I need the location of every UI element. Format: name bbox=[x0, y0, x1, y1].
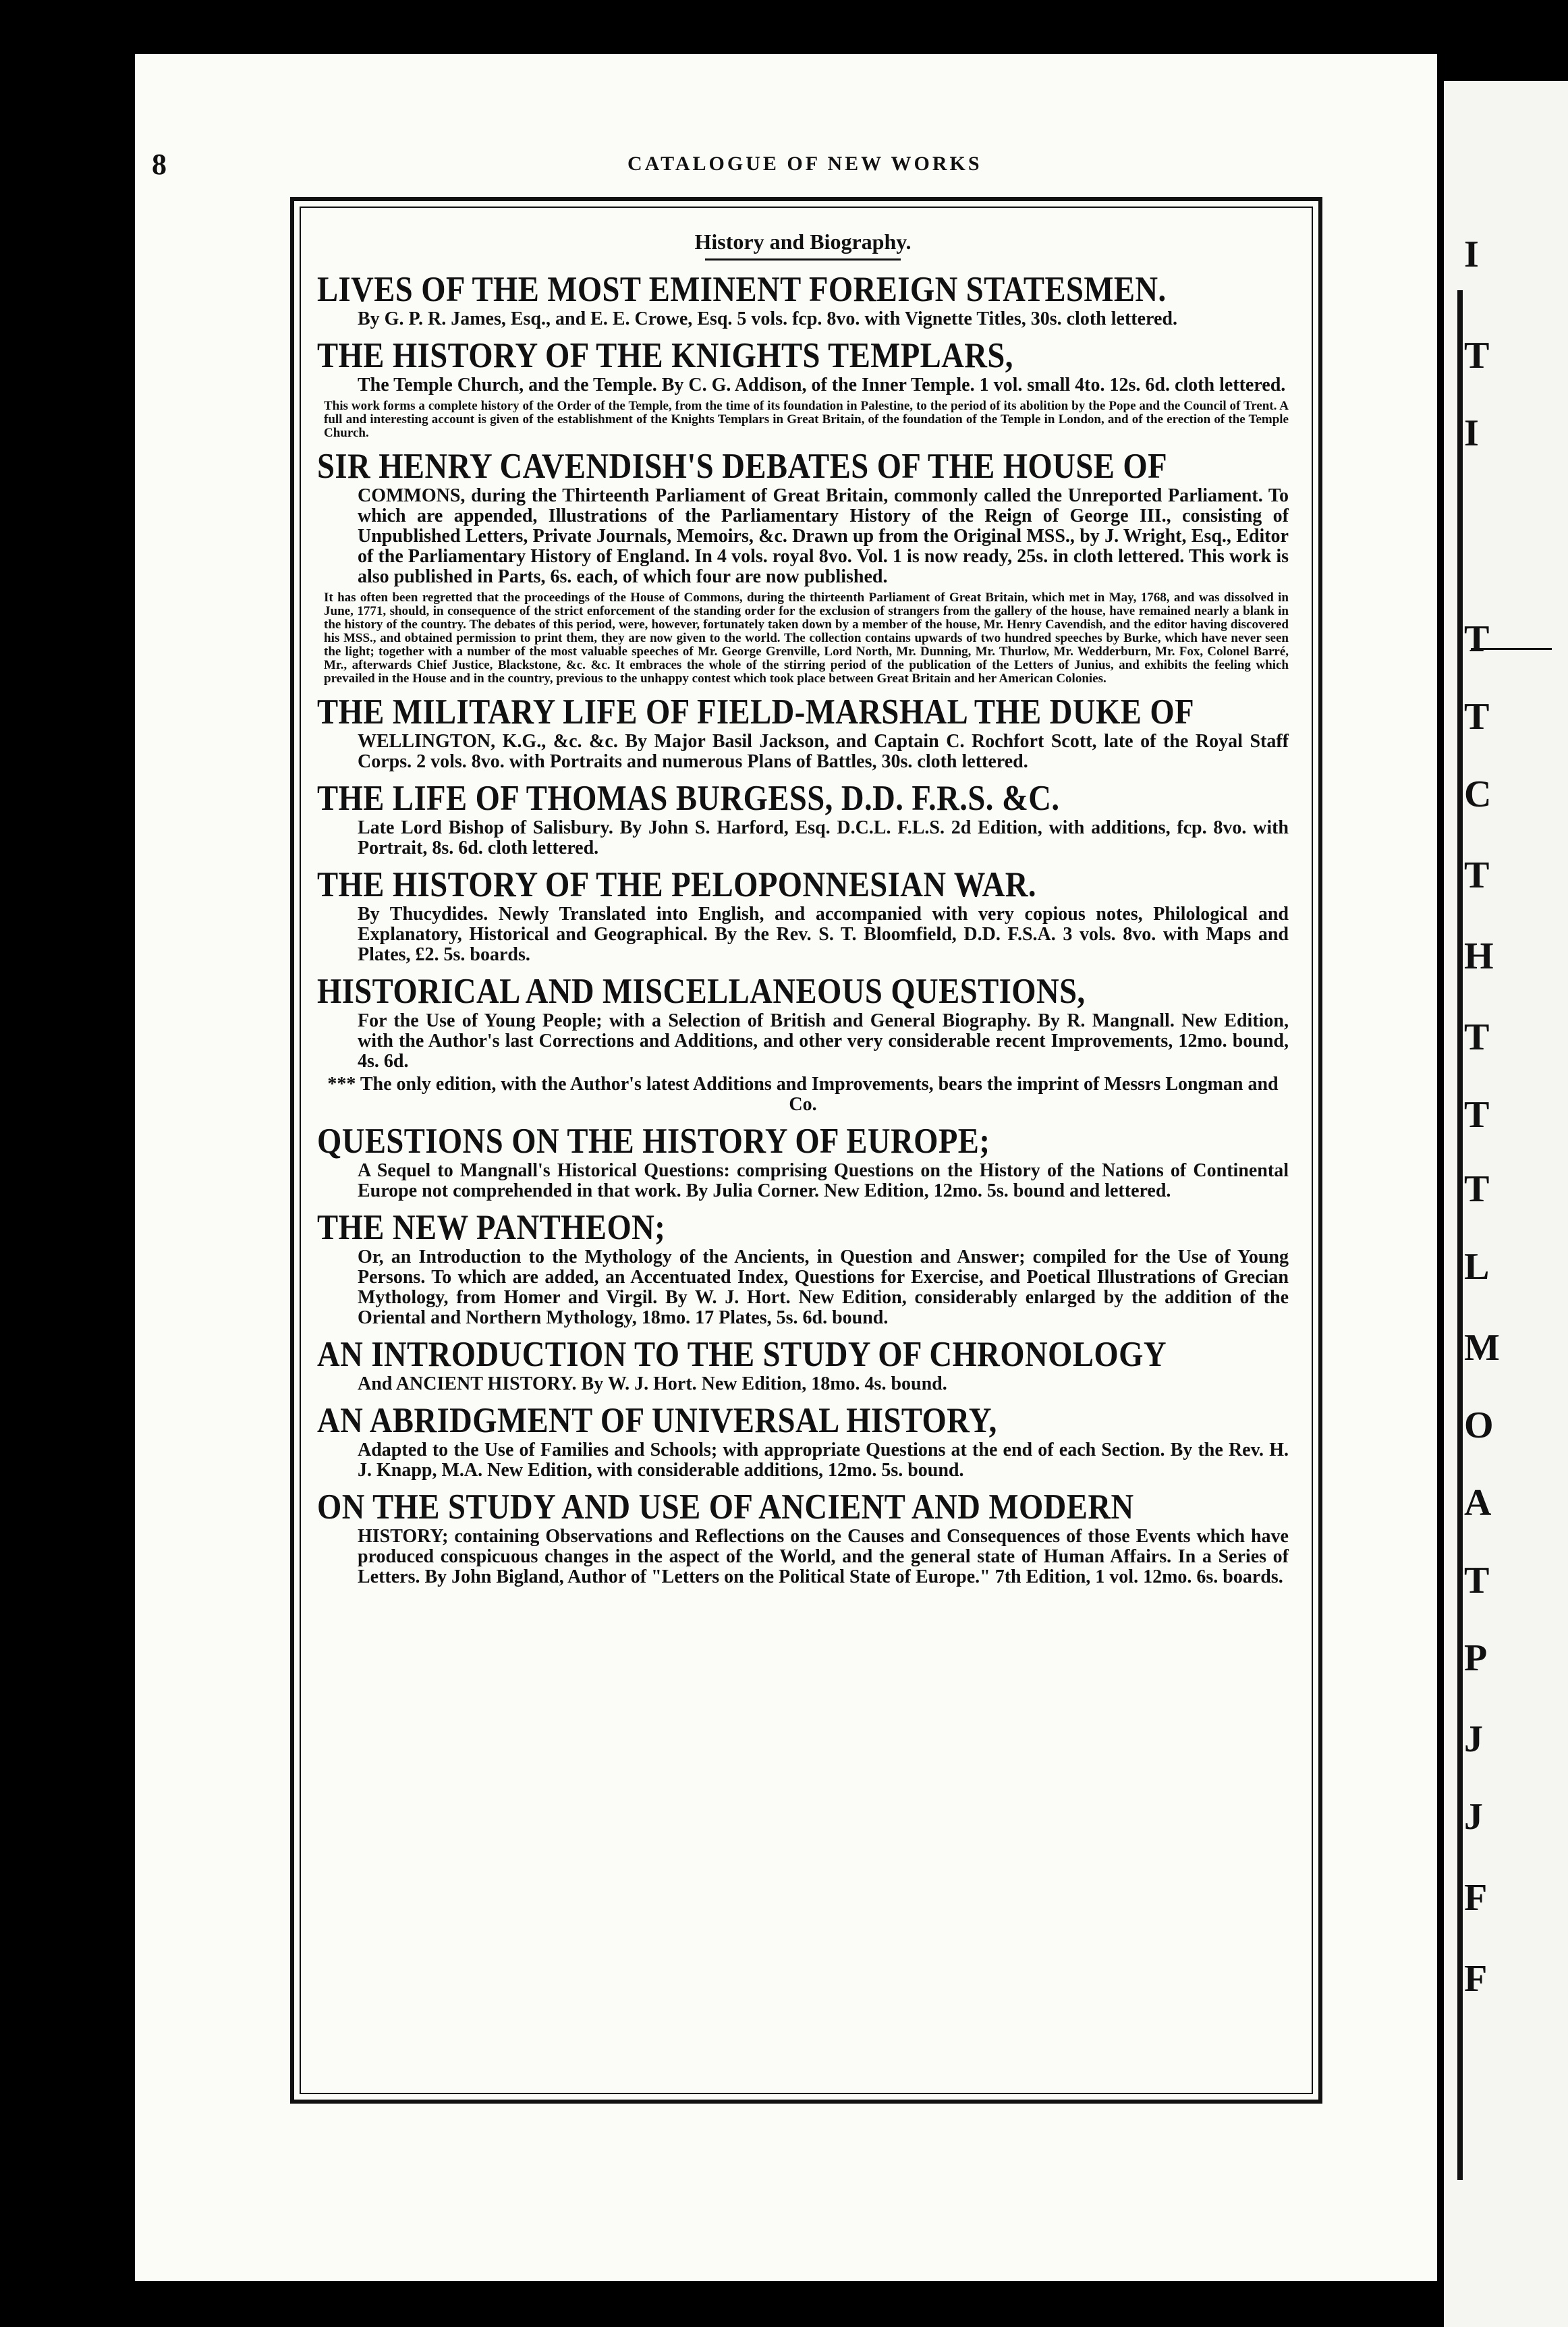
entry-title: HISTORICAL AND MISCELLANEOUS QUESTIONS, bbox=[317, 972, 1086, 1011]
catalogue-entry bbox=[317, 1335, 1289, 1394]
entry-title: THE NEW PANTHEON; bbox=[317, 1208, 666, 1247]
adjacent-page-initial: T bbox=[1464, 1094, 1490, 1136]
entry-note: This work forms a complete history of the Order of the Temple, from the time of its foundation in Palestine, to the period of its abolition by the Pope and the Council of Trent. A full and interesting account is given of the establishment of the Knights Templars in Great Britain, of the foundation of the Temple in London, and of the erection of the Temple Church. bbox=[324, 399, 1289, 440]
catalogue-entry bbox=[317, 972, 1289, 1115]
catalogue-content bbox=[317, 229, 1289, 1594]
adjacent-page-initial: F bbox=[1464, 1877, 1488, 1919]
adjacent-page-initial: T bbox=[1464, 696, 1490, 738]
adjacent-page-initial: T bbox=[1464, 335, 1490, 377]
entry-title: THE HISTORY OF THE PELOPONNESIAN WAR. bbox=[317, 865, 1037, 904]
entry-description: HISTORY; containing Observations and Reflections on the Causes and Consequences of those Events which have produced conspicuous changes in the aspect of the World, and the general state of Human Affairs. In a Series of Letters. By John Bigland, Author of "Letters on the Political State of Europe." 7th Edition, 1 vol. 12mo. 6s. boards. bbox=[358, 1526, 1289, 1587]
adjacent-page-frame-line bbox=[1457, 290, 1463, 2180]
catalogue-entry bbox=[317, 865, 1289, 965]
entry-advisory: *** The only edition, with the Author's latest Additions and Improvements, bears the imprint of Messrs Longman and Co. bbox=[327, 1074, 1279, 1115]
entry-title: THE LIFE OF THOMAS BURGESS, D.D. F.R.S. &C. bbox=[317, 779, 1060, 818]
adjacent-page-edge bbox=[1444, 81, 1568, 2327]
adjacent-page-initial: A bbox=[1464, 1482, 1492, 1524]
entry-description: COMMONS, during the Thirteenth Parliament of Great Britain, commonly called the Unreported Parliament. To which are appended, Illustrations of the Parliamentary History of the Reign of George III., consisting of Unpublished Letters, Private Journals, Memoirs, &c. Drawn up from the Original MSS., by J. Wright, Esq., Editor of the Parliamentary History of England. In 4 vols. royal 8vo. Vol. 1 is now ready, 25s. in cloth lettered. This work is also published in Parts, 6s. each, of which four are now published. bbox=[358, 485, 1289, 587]
adjacent-page-initial: I bbox=[1464, 234, 1479, 275]
adjacent-page-initial: T bbox=[1464, 618, 1490, 660]
adjacent-page-initial: L bbox=[1464, 1246, 1490, 1288]
catalogue-entry bbox=[317, 1401, 1289, 1481]
entry-description: WELLINGTON, K.G., &c. &c. By Major Basil Jackson, and Captain C. Rochfort Scott, late of the Royal Staff Corps. 2 vols. 8vo. with Portraits and numerous Plans of Battles, 30s. cloth lettered. bbox=[358, 731, 1289, 772]
adjacent-page-initial: O bbox=[1464, 1404, 1494, 1446]
entry-description: Late Lord Bishop of Salisbury. By John S. Harford, Esq. D.C.L. F.L.S. 2d Edition, with additions, fcp. 8vo. with Portrait, 8s. 6d. cloth lettered. bbox=[358, 817, 1289, 858]
entry-title: QUESTIONS ON THE HISTORY OF EUROPE; bbox=[317, 1122, 990, 1161]
section-title: History and Biography. bbox=[694, 229, 912, 254]
entry-title: THE MILITARY LIFE OF FIELD-MARSHAL THE DUKE OF bbox=[317, 692, 1195, 732]
catalogue-entry bbox=[317, 447, 1289, 686]
entry-description: And ANCIENT HISTORY. By W. J. Hort. New Edition, 18mo. 4s. bound. bbox=[358, 1373, 947, 1394]
adjacent-page-initial: T bbox=[1464, 854, 1490, 896]
entry-description: A Sequel to Mangnall's Historical Questions: comprising Questions on the History of the Nations of Continental Europe not comprehended in that work. By Julia Corner. New Edition, 12mo. 5s. bound and lettered. bbox=[358, 1160, 1289, 1201]
running-head: CATALOGUE OF NEW WORKS bbox=[627, 153, 982, 175]
entry-description: Or, an Introduction to the Mythology of the Ancients, in Question and Answer; compiled for the Use of Young Persons. To which are added, an Accentuated Index, Questions for Exercise, and Poetical Illustrations of Grecian Mythology, from Homer and Virgil. By W. J. Hort. New Edition, considerably enlarged by the addition of the Oriental and Northern Mythology, 18mo. 17 Plates, 5s. 6d. bound. bbox=[358, 1247, 1289, 1328]
adjacent-page-initial: J bbox=[1464, 1796, 1483, 1838]
adjacent-page-initial: F bbox=[1464, 1958, 1488, 2000]
entry-title: SIR HENRY CAVENDISH'S DEBATES OF THE HOUSE OF bbox=[317, 447, 1168, 486]
section-rule bbox=[705, 258, 901, 261]
catalogue-entry bbox=[317, 1208, 1289, 1328]
page-number: 8 bbox=[152, 148, 167, 181]
entry-title: AN ABRIDGMENT OF UNIVERSAL HISTORY, bbox=[317, 1401, 997, 1440]
catalogue-entry bbox=[317, 1487, 1289, 1587]
catalogue-entry bbox=[317, 336, 1289, 440]
entry-description: Adapted to the Use of Families and Schools; with appropriate Questions at the end of each Section. By the Rev. H. J. Knapp, M.A. New Edition, with considerable additions, 12mo. 5s. bound. bbox=[358, 1440, 1289, 1481]
entry-title: AN INTRODUCTION TO THE STUDY OF CHRONOLOGY bbox=[317, 1335, 1167, 1374]
entry-title: ON THE STUDY AND USE OF ANCIENT AND MODERN bbox=[317, 1487, 1134, 1527]
catalogue-entry bbox=[317, 779, 1289, 858]
adjacent-page-initial: T bbox=[1464, 1560, 1490, 1601]
adjacent-page-initial: T bbox=[1464, 1016, 1490, 1058]
catalogue-entry bbox=[317, 692, 1289, 772]
catalogue-entry bbox=[317, 1122, 1289, 1201]
adjacent-page-initial: H bbox=[1464, 935, 1494, 977]
adjacent-page-initial: C bbox=[1464, 773, 1492, 815]
entry-description: By G. P. R. James, Esq., and E. E. Crowe, Esq. 5 vols. fcp. 8vo. with Vignette Titles, 30s. cloth lettered. bbox=[358, 308, 1177, 329]
entry-description: For the Use of Young People; with a Selection of British and General Biography. By R. Mangnall. New Edition, with the Author's last Corrections and Additions, and other very considerable recent Improvements, 12mo. bound, 4s. 6d. bbox=[358, 1010, 1289, 1072]
entry-title: LIVES OF THE MOST EMINENT FOREIGN STATESMEN. bbox=[317, 270, 1167, 309]
catalogue-entry bbox=[317, 270, 1289, 329]
entries-list bbox=[317, 270, 1289, 1587]
adjacent-page-initial: J bbox=[1464, 1718, 1483, 1760]
entry-note: It has often been regretted that the proceedings of the House of Commons, during the thirteenth Parliament of Great Britain, which met in May, 1768, and was dissolved in June, 1771, should, in consequence of the strict enforcement of the standing order for the exclusion of strangers from the gallery of the house, have remained nearly a blank in the history of the country. The debates of this period, were, however, fortunately taken down by a member of the house, Mr. Henry Cavendish, and the editor having discovered his MSS., and obtained permission to print them, they are now given to the world. The collection contains upwards of two hundred speeches by Burke, which have never seen the light; together with a number of the most valuable speeches of Mr. George Grenville, Lord North, Mr. Dunning, Mr. Thurlow, Mr. Wedderburn, Mr. Fox, Colonel Barré, Mr., afterwards Chief Justice, Blackstone, &c. &c. It embraces the whole of the stirring period of the publication of the Letters of Junius, and exhibits the feeling which prevailed in the House and in the country, previous to the unhappy contest which took place between Great Britain and her American Colonies. bbox=[324, 591, 1289, 686]
adjacent-page-initial: T bbox=[1464, 1168, 1490, 1210]
adjacent-page-initial: P bbox=[1464, 1637, 1488, 1679]
entry-description: By Thucydides. Newly Translated into English, and accompanied with very copious notes, Philological and Explanatory, Historical and Geographical. By the Rev. S. T. Bloomfield, D.D. F.S.A. 3 vols. 8vo. with Maps and Plates, £2. 5s. boards. bbox=[358, 904, 1289, 965]
entry-title: THE HISTORY OF THE KNIGHTS TEMPLARS, bbox=[317, 336, 1013, 375]
adjacent-page-initial: M bbox=[1464, 1327, 1500, 1369]
adjacent-page-initial: I bbox=[1464, 412, 1479, 454]
entry-description: The Temple Church, and the Temple. By C. G. Addison, of the Inner Temple. 1 vol. small 4to. 12s. 6d. cloth lettered. bbox=[358, 375, 1286, 395]
